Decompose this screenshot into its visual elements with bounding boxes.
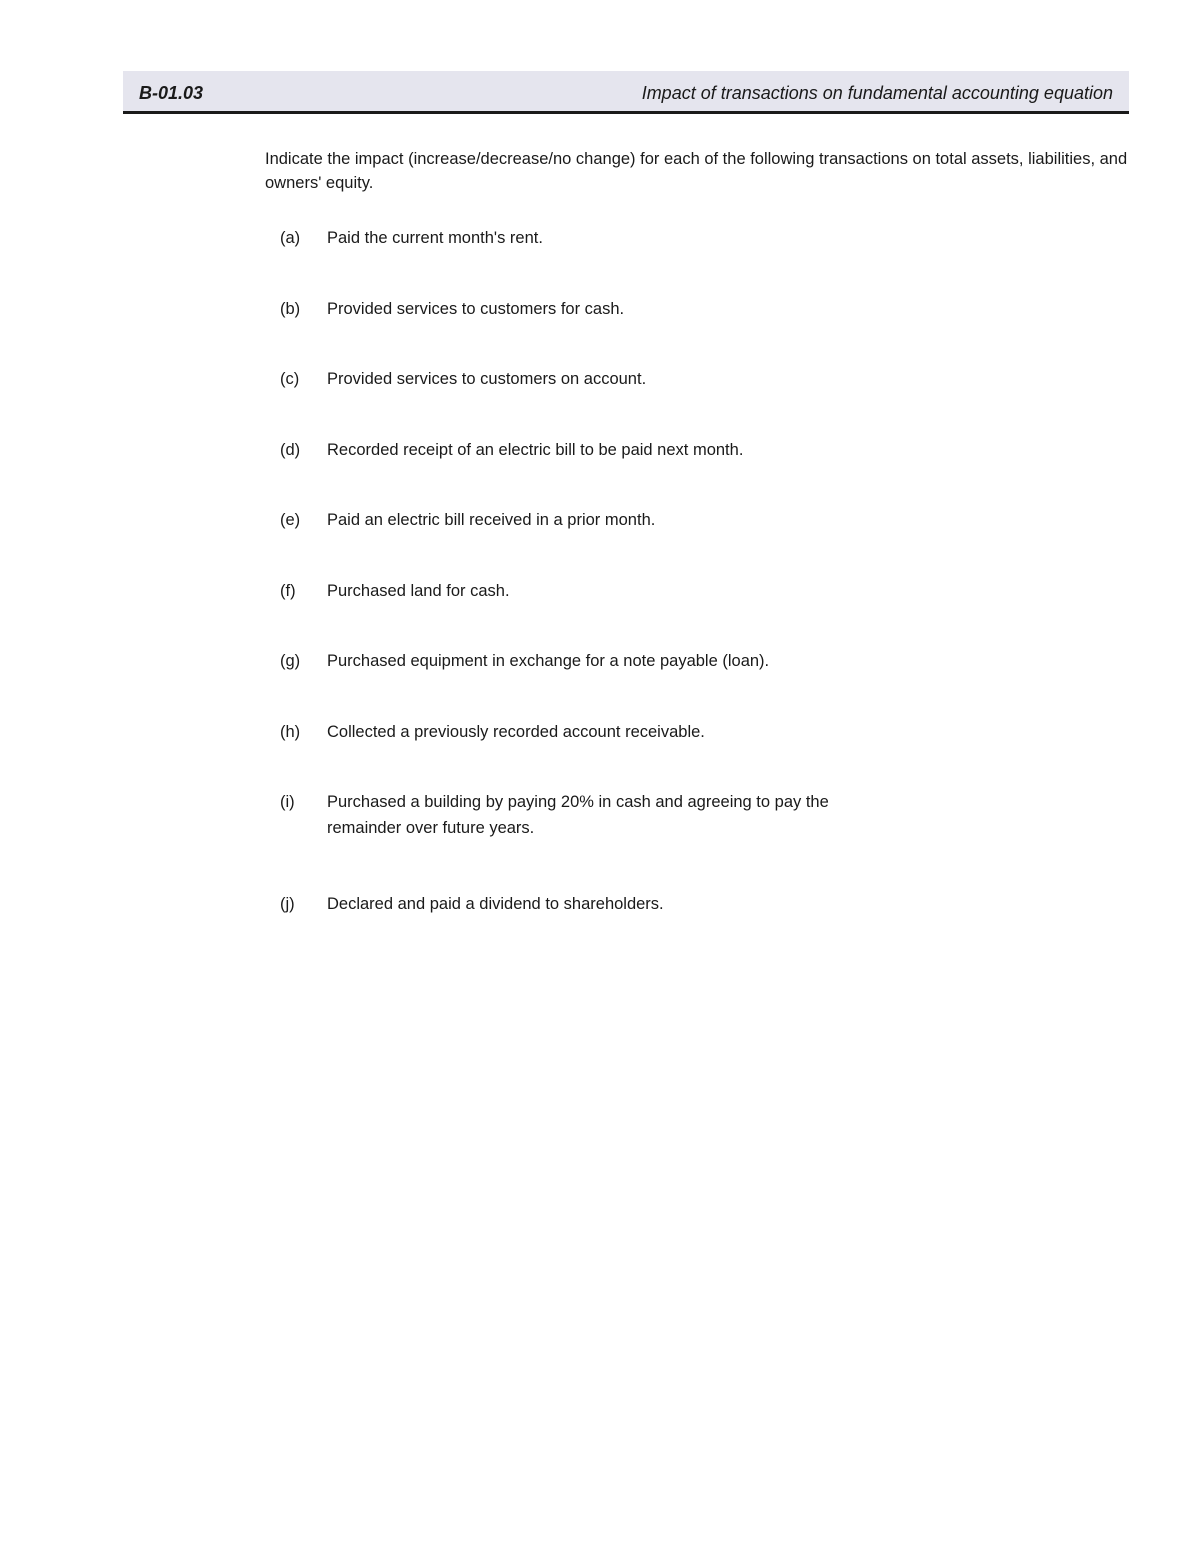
item-letter: (j) bbox=[280, 895, 295, 913]
item-letter: (e) bbox=[280, 511, 301, 529]
item-text: Purchased land for cash. bbox=[327, 582, 510, 600]
item-letter: (g) bbox=[280, 652, 301, 670]
item-text: Provided services to customers for cash. bbox=[327, 300, 625, 318]
item-text: Collected a previously recorded account receivable. bbox=[327, 723, 705, 741]
item-letter: (a) bbox=[280, 229, 301, 247]
instruction-text: Indicate the impact (increase/decrease/no change) for each of the following transactions on total assets, liabilities, and owners' equity. bbox=[265, 150, 1128, 192]
item-letter: (c) bbox=[280, 370, 300, 388]
item-letter: (d) bbox=[280, 441, 301, 459]
page-header bbox=[123, 71, 1129, 114]
item-text: Purchased equipment in exchange for a note payable (loan). bbox=[327, 652, 770, 670]
exercise-title: Impact of transactions on fundamental accounting equation bbox=[641, 83, 1113, 103]
item-letter: (h) bbox=[280, 723, 301, 741]
item-letter: (i) bbox=[280, 793, 295, 811]
item-text: Provided services to customers on account. bbox=[327, 370, 647, 388]
item-text: Declared and paid a dividend to shareholders. bbox=[327, 895, 664, 913]
item-letter: (b) bbox=[280, 300, 301, 318]
item-text: Recorded receipt of an electric bill to be paid next month. bbox=[327, 441, 744, 459]
item-letter: (f) bbox=[280, 582, 296, 600]
item-text: Paid an electric bill received in a prior month. bbox=[327, 511, 656, 529]
exercise-code: B-01.03 bbox=[139, 83, 204, 103]
item-text: Purchased a building by paying 20% in cash and agreeing to pay the remainder over future years. bbox=[327, 793, 829, 837]
item-text: Paid the current month's rent. bbox=[327, 229, 543, 247]
